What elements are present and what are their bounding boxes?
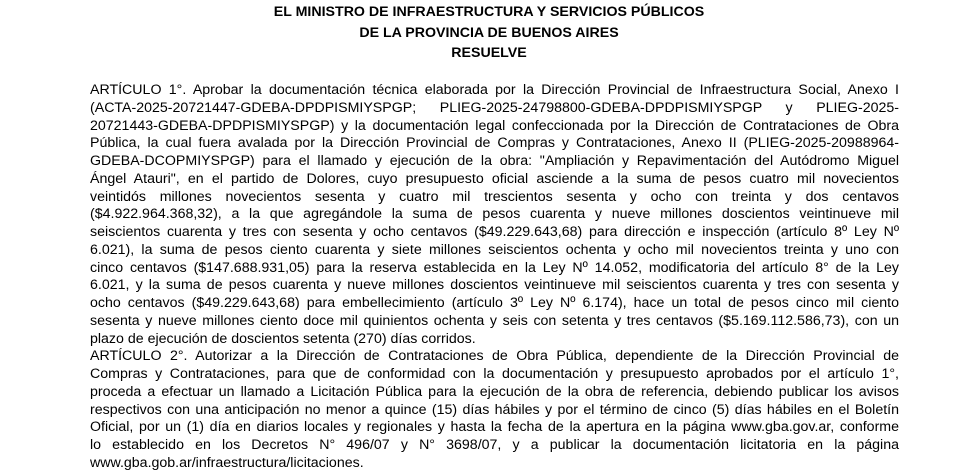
header-line-province: DE LA PROVINCIA DE BUENOS AIRES: [359, 24, 619, 41]
article-1: [90, 82, 899, 348]
article-line: 6.021), la suma de pesos ciento cuarenta y siete millones seiscientos ochenta y ocho mil novecientos treinta y uno con: [90, 241, 899, 258]
article-line: respectivos con una anticipación no menor a quince (15) días hábiles y por el término de cinco (5) días hábiles en el Boletín: [90, 401, 899, 418]
article-line: ($4.922.964.368,32), a la que agregándole la suma de pesos cuarenta y nueve millones doscientos veintinueve mil: [90, 206, 899, 223]
article-line: (ACTA-2025-20721447-GDEBA-DPDPISMIYSPGP; PLIEG-2025-24798800-GDEBA-DPDPISMIYSPGP y PLIEG-2025-: [90, 99, 899, 116]
article-line: plazo de ejecución de doscientos setenta (270) días corridos.: [90, 330, 476, 347]
article-line: 6.021, y la suma de pesos cuarenta y nueve millones doscientos veintinueve mil seiscientos cuarenta y tres con sesenta y: [90, 277, 899, 294]
article-line: ARTÍCULO 2°. Autorizar a la Dirección de Contrataciones de Obra Pública, dependiente de la Dirección Provincial de: [90, 348, 899, 365]
resolution-body: [90, 82, 899, 473]
article-line: Ángel Atauri", en el partido de Dolores, cuyo presupuesto oficial asciende a la suma de pesos cuatro mil novecientos: [90, 170, 899, 187]
article-line: Pública, la cual fuera avalada por la Dirección Provincial de Compras y Contrataciones, Anexo II (PLIEG-2025-20988964-: [90, 135, 899, 152]
article-line: Oficial, por un (1) día en diarios locales y regionales y hasta la fecha de la apertura en la página www.gba.gov.ar, conforme: [90, 419, 899, 436]
article-line: GDEBA-DCOPMIYSPGP) para el llamado y ejecución de la obra: "Ampliación y Repavimentación del Autódromo Miguel: [90, 153, 899, 169]
article-line: lo establecido en los Decretos N° 496/07 y N° 3698/07, y a publicar la documentación licitatoria en la página: [90, 437, 899, 453]
article-line: seiscientos cuarenta y tres con sesenta y ocho centavos ($49.229.643,68) para dirección e inspección (artículo 8º Ley Nº: [90, 224, 899, 240]
article-line: ARTÍCULO 1°. Aprobar la documentación técnica elaborada por la Dirección Provincial de Infraestructura Social, Anexo I: [90, 82, 899, 98]
article-line: 20721443-GDEBA-DPDPISMIYSPGP) y la documentación legal confeccionada por la Dirección de Contrataciones de Obra: [90, 117, 899, 134]
resolution-header: [0, 2, 978, 64]
article-2: [90, 348, 899, 472]
article-line: veintidós millones novecientos sesenta y cuatro mil trescientos sesenta y ocho con treinta y dos centavos: [90, 188, 899, 205]
article-line: ocho centavos ($49.229.643,68) para embellecimiento (artículo 3º Ley Nº 6.174), hace un total de pesos cinco mil ciento: [90, 295, 899, 311]
header-line-minister: EL MINISTRO DE INFRAESTRUCTURA Y SERVICIOS PÚBLICOS: [273, 4, 705, 20]
article-line: sesenta y nueve millones ciento doce mil quinientos ochenta y seis con setenta y tres centavos ($5.169.112.586,73), con un: [90, 312, 899, 329]
article-line: www.gba.gob.ar/infraestructura/licitaciones.: [90, 454, 364, 471]
article-line: Compras y Contrataciones, para que de conformidad con la documentación y presupuesto aprobados por el artículo 1°,: [90, 366, 899, 382]
article-line: cinco centavos ($147.688.931,05) para la reserva establecida en la Ley Nº 14.052, modificatoria del artículo 8° de la Ley: [90, 259, 899, 276]
header-line-resuelve: RESUELVE: [451, 45, 527, 61]
article-line: proceda a efectuar un llamado a Licitación Pública para la ejecución de la obra de referencia, debiendo publicar los avisos: [90, 383, 899, 400]
